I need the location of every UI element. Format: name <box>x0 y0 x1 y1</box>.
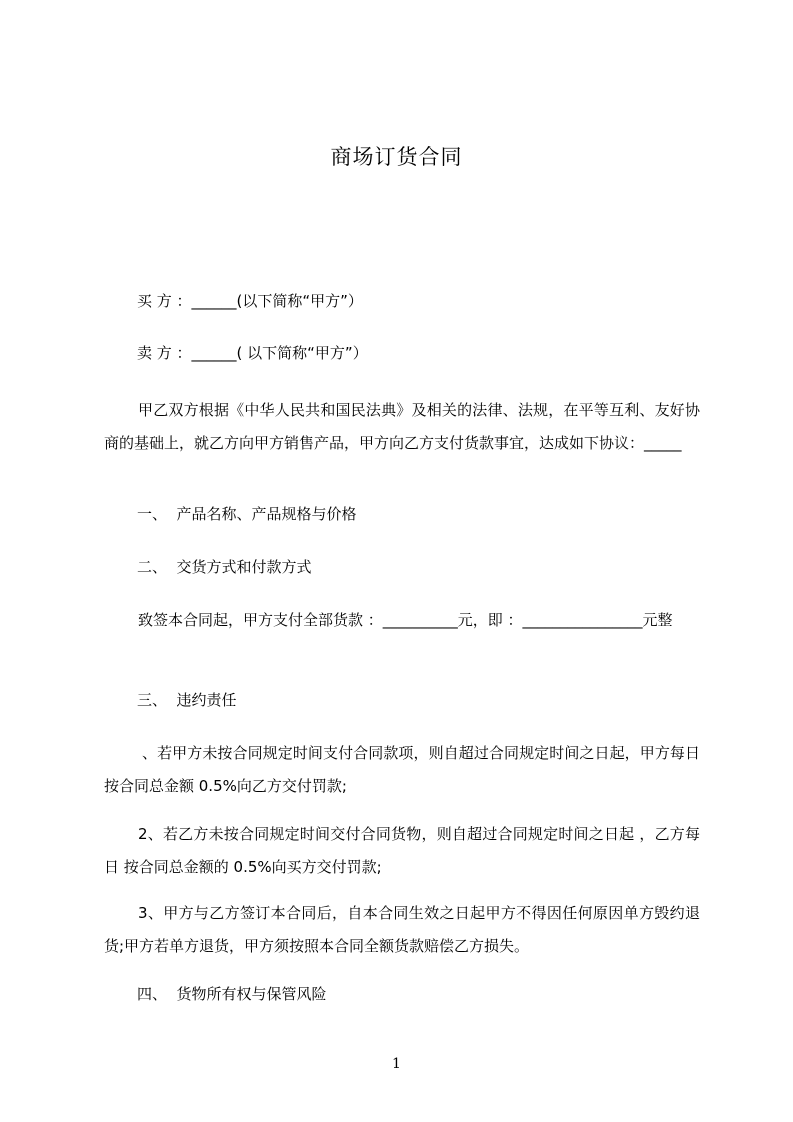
section-heading-3: 三、 违约责任 <box>137 691 237 709</box>
seller-line: 卖 方 ：______( 以下简称“甲方”） <box>137 344 368 362</box>
section-heading-2: 二、 交货方式和付款方式 <box>137 558 312 576</box>
payment-clause: 致签本合同起，甲方支付全部货款 ：__________元，即 ：________________元整 <box>138 611 673 629</box>
buyer-line: 买 方 ：______(以下简称“甲方”） <box>137 292 363 310</box>
preamble-paragraph: 甲乙双方根据《中华人民共和国民法典》及相关的法律、法规，在平等互利、友好协商的基础上，就乙方向甲方销售产品，甲方向乙方支付货款事宜，达成如下协议：_____ <box>104 401 700 452</box>
penalty-clause-3: 3、甲方与乙方签订本合同后，自本合同生效之日起甲方不得因任何原因单方毁约退货;甲方若单方退货，甲方须按照本合同全额货款赔偿乙方损失。 <box>104 904 700 955</box>
section-heading-1: 一、 产品名称、产品规格与价格 <box>137 505 357 523</box>
penalty-clause-2: 2、若乙方未按合同规定时间交付合同货物，则自超过合同规定时间之日起 ，乙方每日 按合同总金额的 0.5%向买方交付罚款; <box>104 825 700 876</box>
section-heading-4: 四、 货物所有权与保管风险 <box>137 985 327 1003</box>
penalty-clause-1: 、若甲方未按合同规定时间支付合同款项，则自超过合同规定时间之日起，甲方每日 按合同总金额 0.5%向乙方交付罚款; <box>104 744 700 795</box>
page-number: 1 <box>392 1056 401 1072</box>
contract-title: 商场订货合同 <box>330 145 463 169</box>
